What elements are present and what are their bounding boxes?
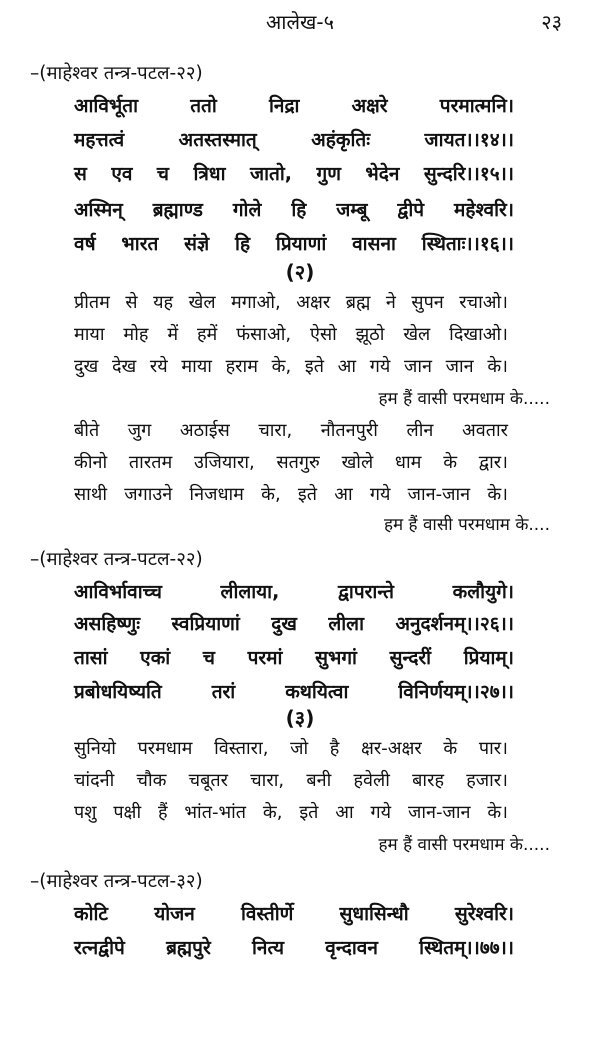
source-citation: –(माहेश्वर तन्त्र-पटल-३२) — [30, 871, 203, 892]
source-citation: –(माहेश्वर तन्त्र-पटल-२२) — [30, 63, 203, 84]
source-citation: –(माहेश्वर तन्त्र-पटल-२२) — [30, 549, 203, 570]
sanskrit-verse-line: तासां एकां च परमां सुभगां सुन्दरीं प्रियाम्। — [74, 647, 514, 669]
stanza-number: (३) — [285, 706, 315, 730]
sanskrit-verse-line: स एव च त्रिधा जातो, गुण भेदेन सुन्दरि।।१५।। — [74, 163, 514, 185]
sanskrit-verse-line: वर्ष भारत संज्ञे हि प्रियाणां वासना स्थिताः।।१६।। — [74, 233, 514, 255]
stanza-number: (२) — [285, 260, 315, 284]
hindi-verse-line: पशु पक्षी हैं भांत-भांत के, इते आ गये जान-जान के। — [74, 802, 508, 823]
sanskrit-verse-line: प्रबोधयिष्यति तरां कथयित्वा विनिर्णयम्।।२७।। — [74, 681, 514, 703]
sanskrit-verse-line: आविर्भूता ततो निद्रा अक्षरे परमात्मनि। — [74, 95, 514, 117]
sanskrit-verse-line: असहिष्णुः स्वप्रियाणां दुख लीला अनुदर्शनम्।।२६।। — [74, 613, 514, 635]
hindi-verse-line: साथी जगाउने निजधाम के, इते आ गये जान-जान के। — [74, 484, 508, 505]
hindi-verse-line: प्रीतम से यह खेल मगाओ, अक्षर ब्रह्म ने सुपन रचाओ। — [74, 292, 508, 313]
sanskrit-verse-line: महत्तत्वं अतस्तस्मात् अहंकृतिः जायत।।१४।। — [74, 129, 514, 151]
page-header — [0, 4, 600, 38]
hindi-verse-line: माया मोह में हमें फंसाओ, ऐसो झूठो खेल दिखाओ। — [74, 324, 508, 345]
refrain-line: हम हैं वासी परमधाम के..... — [378, 835, 550, 855]
sanskrit-verse-line: अस्मिन् ब्रह्माण्ड गोले हि जम्बू द्वीपे महेश्वरि। — [74, 199, 514, 221]
hindi-verse-line: कीनो तारतम उजियारा, सतगुरु खोले धाम के द्वार। — [74, 452, 508, 473]
hindi-verse-line: दुख देख रये माया हराम के, इते आ गये जान जान के। — [74, 356, 508, 377]
sanskrit-verse-line: आविर्भावाच्च लीलाया, द्वापरान्ते कलौयुगे। — [74, 581, 514, 603]
page-number: २३ — [541, 10, 562, 34]
hindi-verse-line: बीते जुग अठाईस चारा, नौतनपुरी लीन अवतार — [74, 420, 508, 441]
hindi-verse-line: चांदनी चौक चबूतर चारा, बनी हवेली बारह हजार। — [74, 770, 508, 791]
hindi-verse-line: सुनियो परमधाम विस्तारा, जो है क्षर-अक्षर के पार। — [74, 738, 508, 759]
sanskrit-verse-line: कोटि योजन विस्तीर्णे सुधासिन्धौ सुरेश्वरि। — [74, 903, 514, 925]
refrain-line: हम हैं वासी परमधाम के.... — [383, 515, 550, 535]
refrain-line: हम हैं वासी परमधाम के..... — [378, 389, 550, 409]
sanskrit-verse-line: रत्नद्वीपे ब्रह्मपुरे नित्य वृन्दावन स्थितम्।।७७।। — [74, 937, 514, 959]
page-title: आलेख-५ — [266, 10, 334, 34]
